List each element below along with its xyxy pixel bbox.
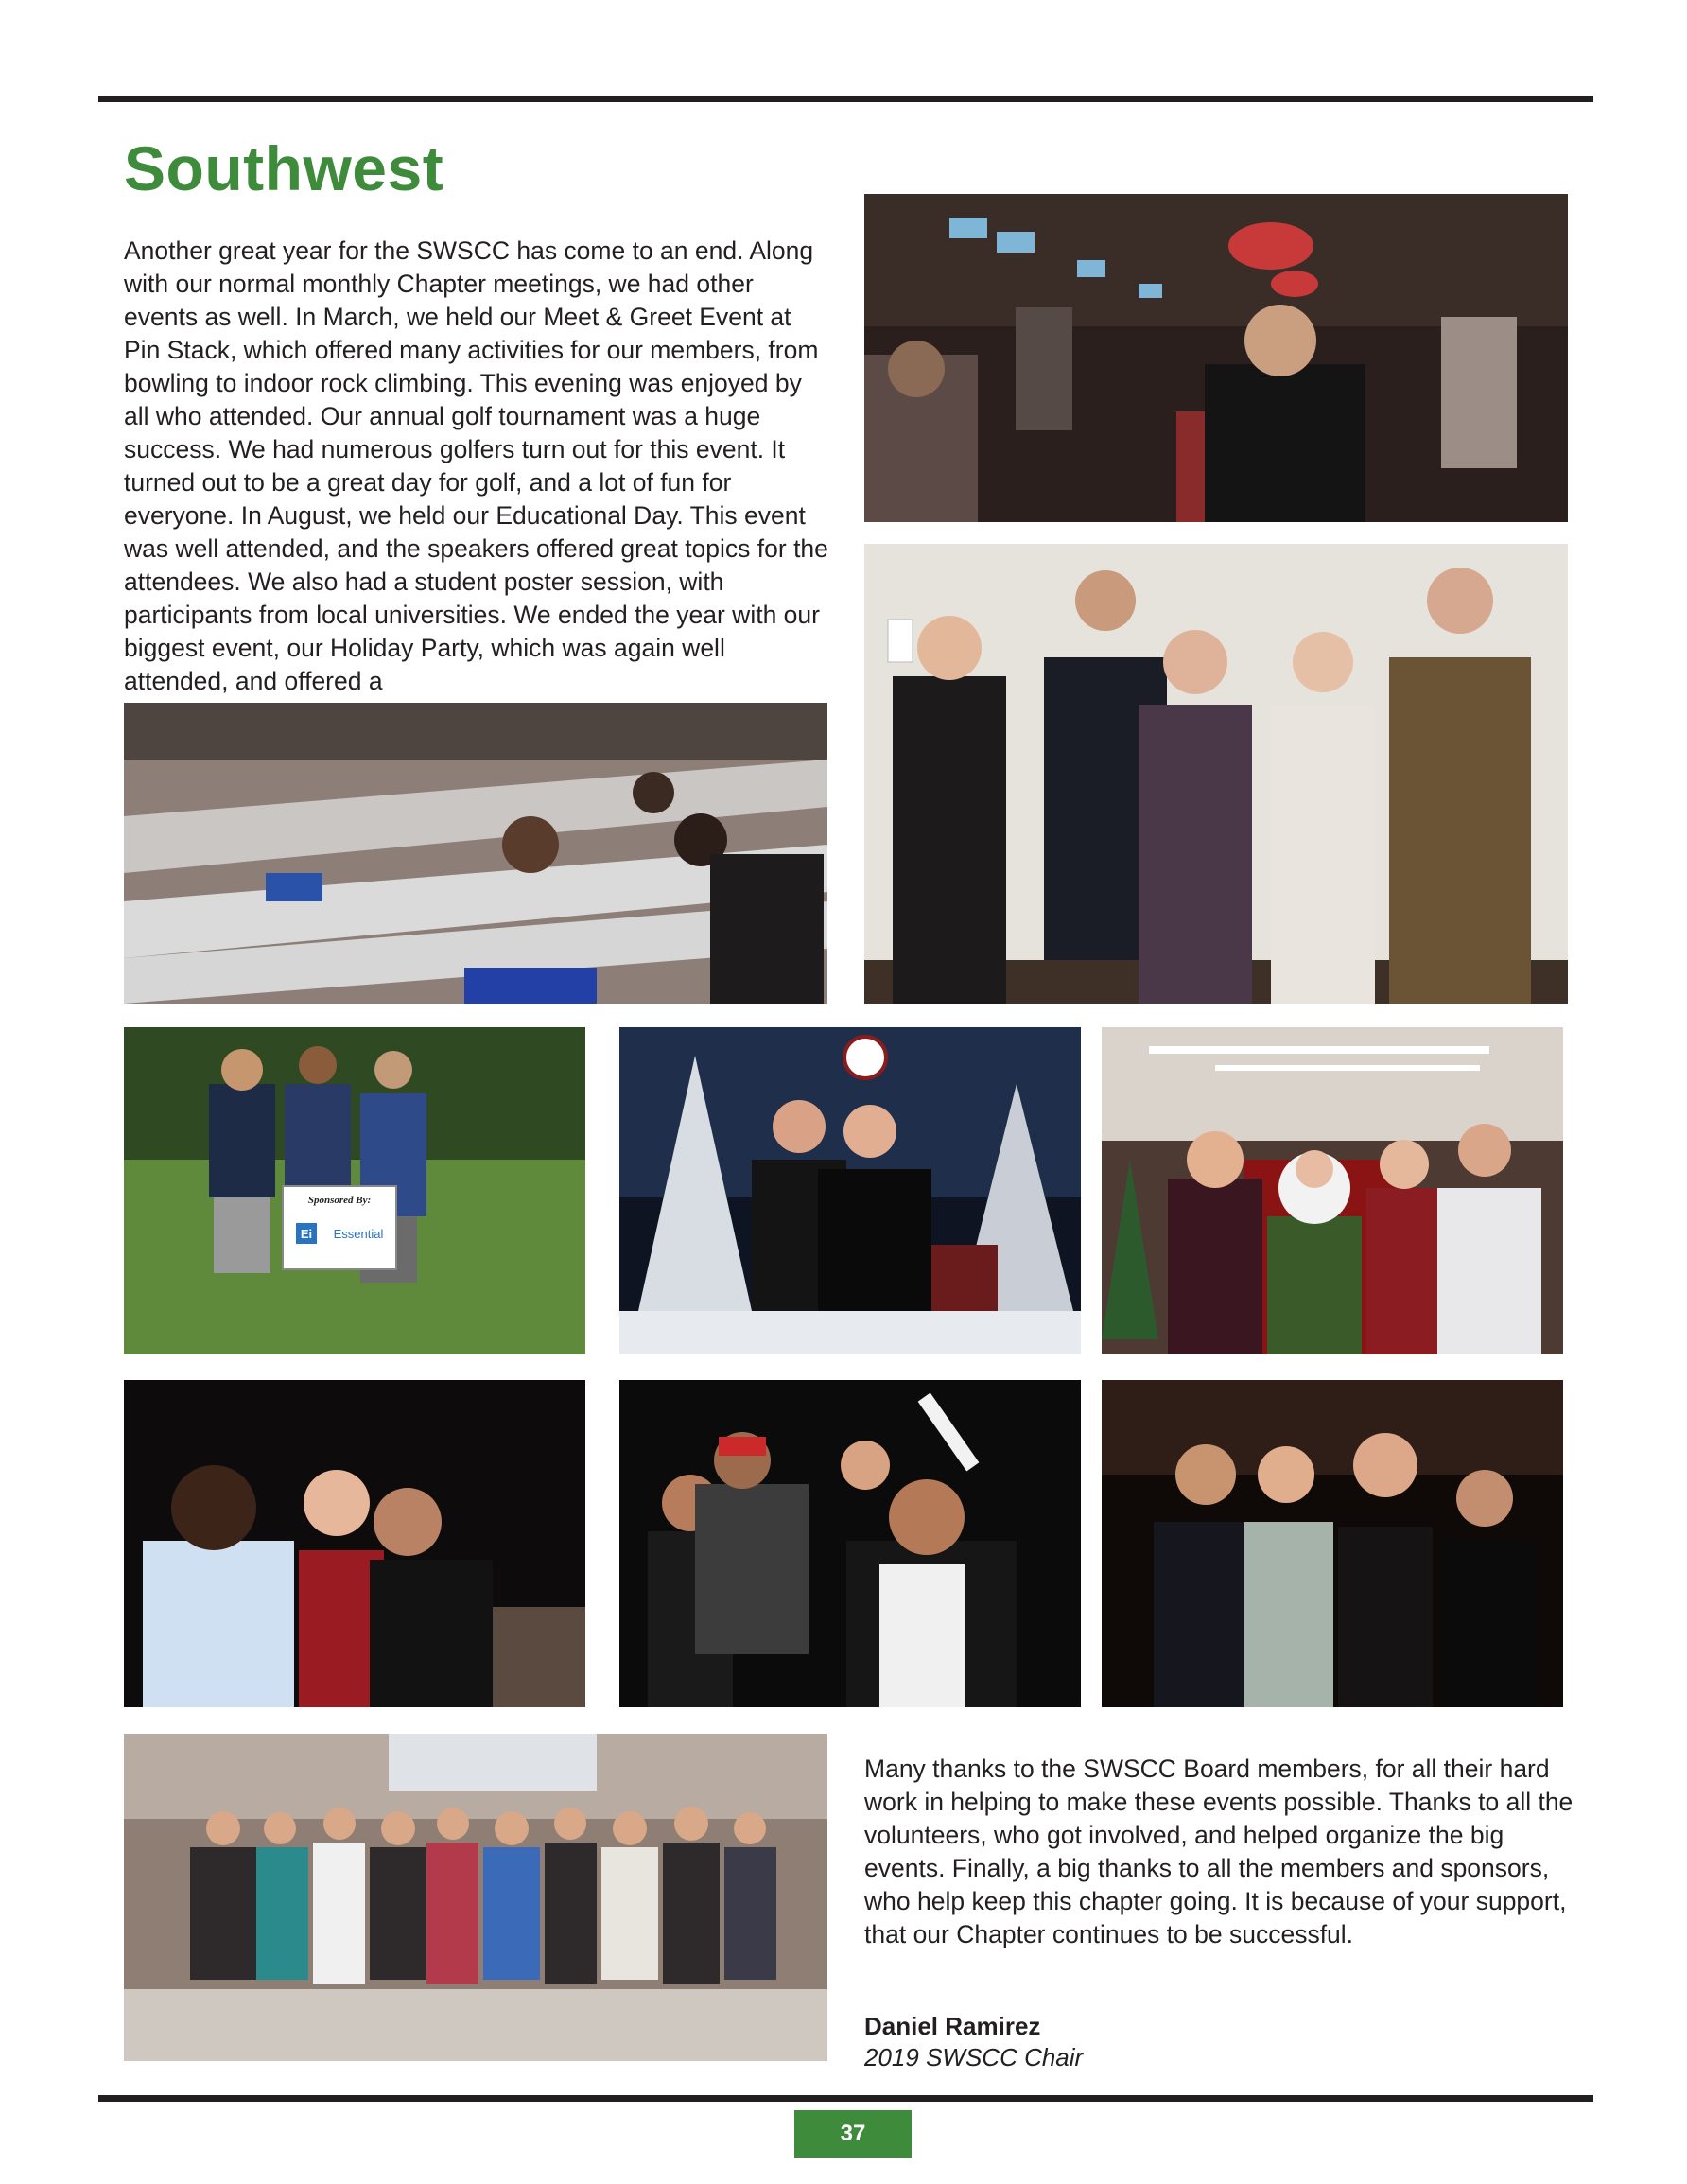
intro-paragraph: Another great year for the SWSCC has come to an end. Along with our normal monthly Chapter meetings, we had other events as well. In March, we held our Meet & Greet Event at Pin Stack, which offered many activities for our members, from bowling to indoor rock climbing. This evening was enjoyed by all who attended. Our annual golf tournament was a huge success. We had numerous golfers turn out for this event. It turned out to be a great day for golf, and a lot of fun for everyone. In August, we held our Educational Day. This event was well attended, and the speakers offered great topics for the attendees. We also had a student poster session, with participants from local universities. We ended the year with our biggest event, our Holiday Party, which was again well attended, and offered a <box>124 236 828 695</box>
page-title: Southwest <box>124 133 444 203</box>
photo-holiday-party-trio <box>124 1380 585 1707</box>
photo-holiday-party-dancing <box>619 1380 1081 1707</box>
golf-sign-sponsor-text: Sponsored By: <box>307 1195 372 1206</box>
page-number-badge <box>794 2110 912 2158</box>
closing-paragraph: Many thanks to the SWSCC Board members, for all their hard work in helping to make these events possible. Thanks to all the volunteers, who got involved, and helped organize the big events. Finally, a big thanks to all the members and sponsors, who help keep this chapter going. It is because of your support, that our Chapter continues to be successful. <box>864 1755 1574 1948</box>
photo-golf-tournament <box>124 1027 585 1354</box>
signature-name: Daniel Ramirez <box>864 2012 1041 2040</box>
photo-meet-and-greet <box>864 194 1568 522</box>
bottom-rule <box>98 2095 1593 2102</box>
photo-holiday-party-guests <box>1102 1380 1563 1707</box>
golf-sign-logo: Ei <box>300 1227 313 1241</box>
golf-sign-company: Essential <box>333 1227 384 1241</box>
photo-holiday-party-santa <box>1102 1027 1563 1354</box>
photo-educational-day-group <box>864 544 1568 1004</box>
signature-role: 2019 SWSCC Chair <box>864 2043 1084 2071</box>
photo-holiday-party-booth <box>619 1027 1081 1354</box>
page-number: 37 <box>840 2121 866 2146</box>
top-rule <box>98 96 1593 102</box>
photo-chapter-group <box>124 1734 827 2061</box>
photo-educational-day-audience <box>124 703 827 1004</box>
